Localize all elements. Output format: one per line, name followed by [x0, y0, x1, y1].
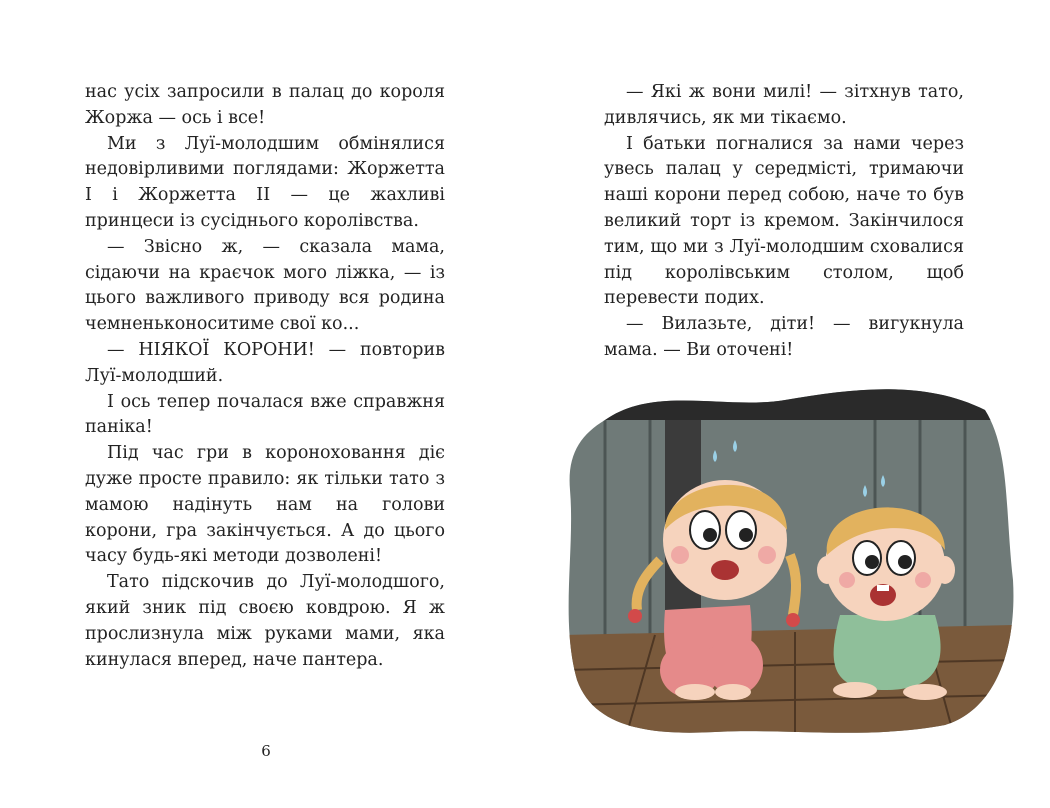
left-text-column — [85, 80, 445, 673]
right-text-column — [604, 80, 964, 364]
paragraph: Ми з Луї-молодшим обмінялися недовірливими поглядами: Жоржетта I і Жоржетта II — це жахливі принцеси із сусіднього королівства. — [85, 133, 445, 231]
paragraph: Тато підскочив до Луї-молодшого, який зник під своєю ковдрою. Я ж прослизнула між руками мами, яка кинулася вперед, наче пантера. — [85, 572, 445, 670]
paragraph: — Звісно ж, — сказала мама, сідаючи на краєчок мого ліжка, — із цього важливого приводу вся родина чемненьконоситиме свої ко... — [85, 236, 445, 335]
paragraph: І ось тепер почалася вже справжня паніка! — [85, 391, 445, 438]
paragraph: — Вилазьте, діти! — вигукнула мама. — Ви оточені! — [604, 314, 964, 360]
paragraph: — НІЯКОЇ КОРОНИ! — повторив Луї-молодший. — [85, 339, 445, 386]
illustration-kids-hiding — [565, 380, 1015, 740]
paragraph: — Які ж вони милі! — зітхнув тато, дивлячись, як ми тікаємо. — [604, 82, 964, 128]
paragraph: нас усіх запросили в палац до короля Жоржа — ось і все! — [85, 82, 445, 128]
paragraph: І батьки погналися за нами через увесь палац у середмісті, тримаючи наші корони перед собою, наче то був великий торт із кремом. Закінчилося тим, що ми з Луї-молодшим сховалися під королівським столом, щоб перевести подих. — [604, 133, 964, 309]
paragraph: Під час гри в короноховання діє дуже просте правило: як тільки тато з мамою надінуть нам на голови корони, гра закінчується. А до цього часу будь-які методи дозволені! — [85, 443, 445, 567]
floor — [565, 625, 1015, 740]
table-underside — [565, 380, 1015, 420]
page-number: 6 — [261, 742, 271, 760]
